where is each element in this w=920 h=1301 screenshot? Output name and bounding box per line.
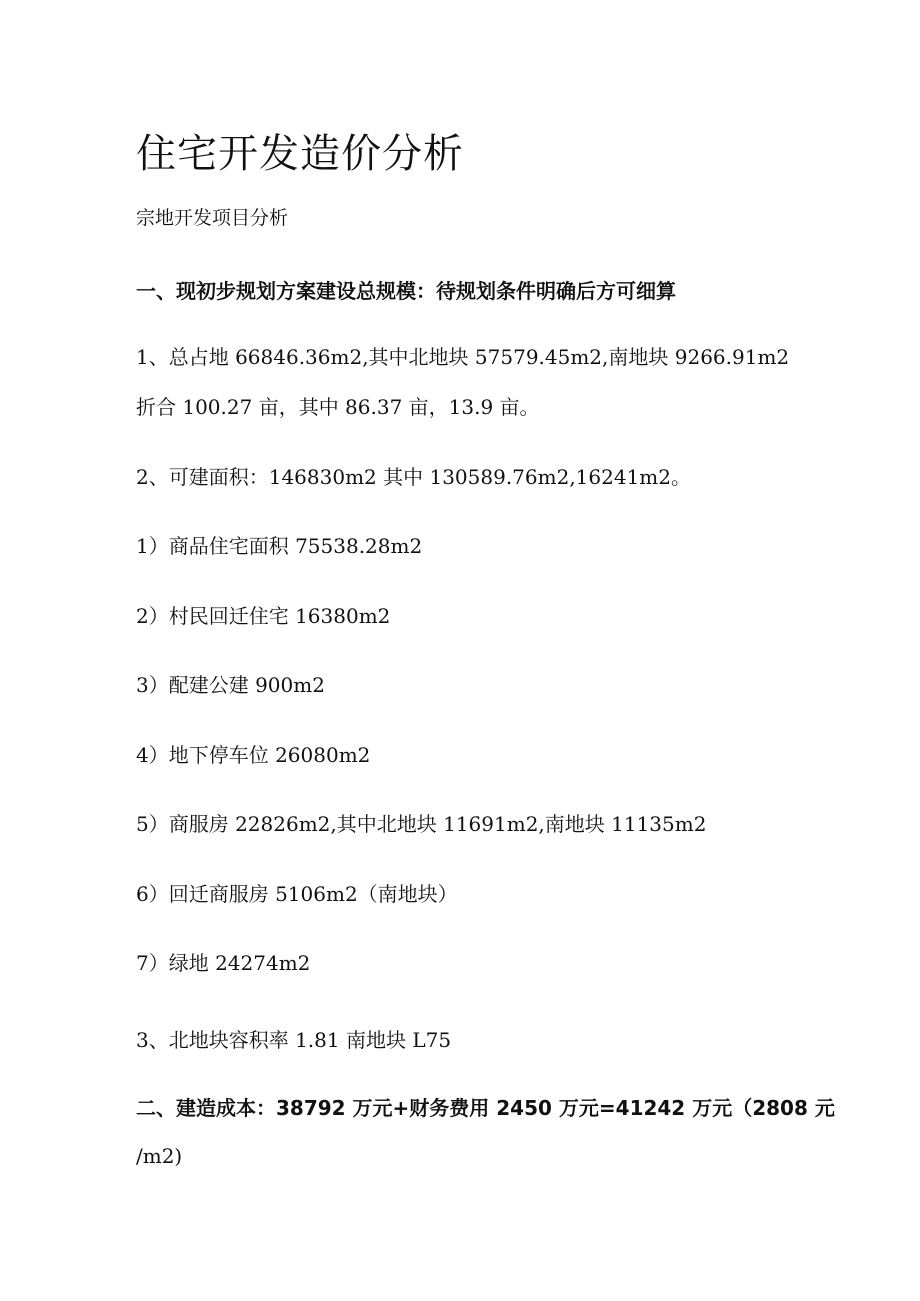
list-item-green-space: 7）绿地 24274m2 (136, 951, 311, 975)
list-item-commercial-rooms: 5）商服房 22826m2,其中北地块 11691m2,南地块 11135m2 (136, 812, 707, 836)
paragraph-total-land: 1、总占地 66846.36m2,其中北地块 57579.45m2,南地块 9266.91m2 (136, 345, 790, 369)
paragraph-cost-unit: /m2) (136, 1144, 183, 1168)
section-heading-construction-cost: 二、建造成本：38792 万元+财务费用 2450 万元=41242 万元（2808 元 (136, 1096, 835, 1120)
document-title: 住宅开发造价分析 (136, 131, 464, 177)
list-item-parking: 4）地下停车位 26080m2 (136, 743, 371, 767)
list-item-resettlement-housing: 2）村民回迁住宅 16380m2 (136, 604, 391, 628)
section-heading-scale: 一、现初步规划方案建设总规模：待规划条件明确后方可细算 (136, 279, 676, 303)
paragraph-buildable-area: 2、可建面积：146830m2 其中 130589.76m2,16241m2。 (136, 465, 691, 489)
paragraph-land-mu: 折合 100.27 亩，其中 86.37 亩，13.9 亩。 (136, 395, 540, 419)
paragraph-plot-ratio: 3、北地块容积率 1.81 南地块 L75 (136, 1028, 452, 1052)
list-item-resettlement-commercial: 6）回迁商服房 5106m2（南地块） (136, 882, 458, 906)
list-item-commercial-housing: 1）商品住宅面积 75538.28m2 (136, 534, 423, 558)
document-subtitle: 宗地开发项目分析 (136, 207, 289, 229)
list-item-public-facilities: 3）配建公建 900m2 (136, 673, 325, 697)
